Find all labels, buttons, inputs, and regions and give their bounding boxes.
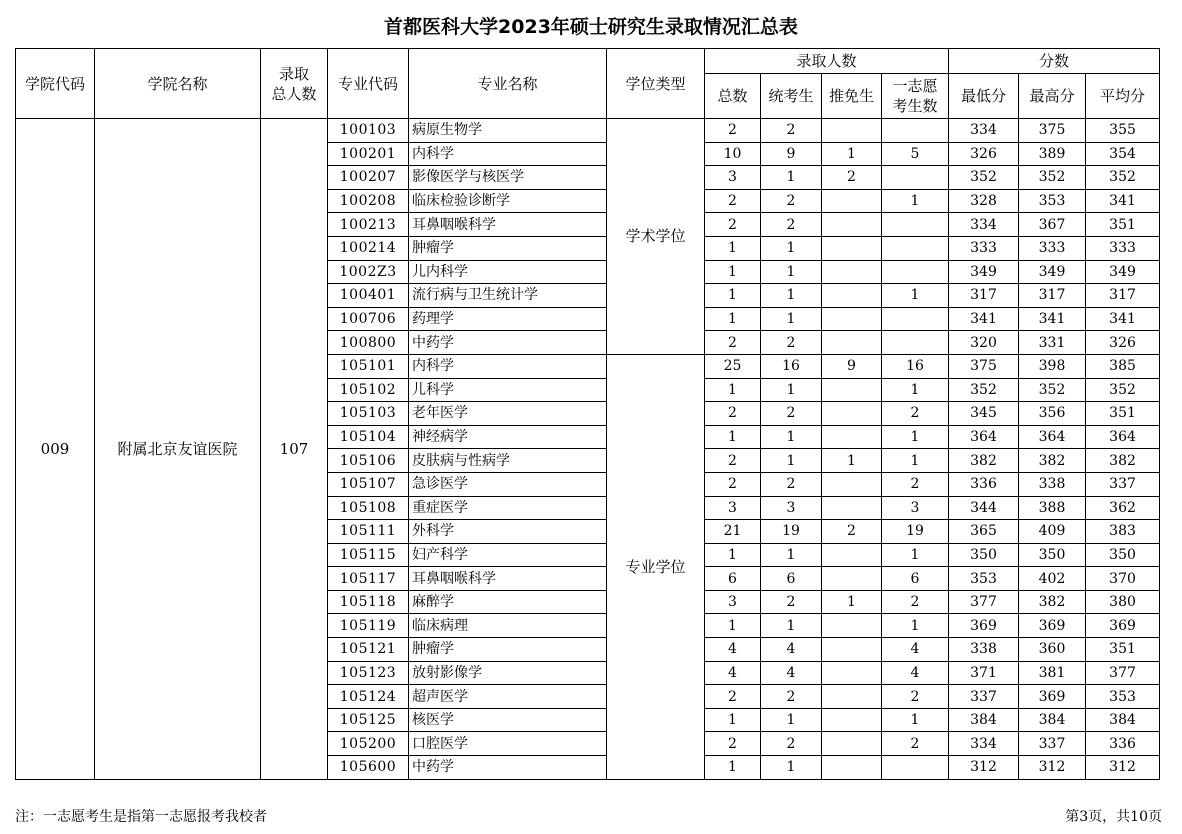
major-name-cell: 流行病与卫生统计学 [409,284,607,308]
major-name-cell: 肿瘤学 [409,236,607,260]
avg-score-cell: 341 [1086,307,1160,331]
major-name-cell: 中药学 [409,756,607,780]
max-score-cell: 398 [1019,354,1086,378]
max-score-cell: 369 [1019,614,1086,638]
first-choice-cell: 4 [882,661,949,685]
min-score-cell: 317 [949,284,1019,308]
major-code-cell: 105119 [328,614,409,638]
exempt-cell [822,119,882,143]
unified-cell: 1 [761,260,822,284]
exempt-cell [822,732,882,756]
unified-cell: 1 [761,425,822,449]
total-cell: 1 [705,284,761,308]
exempt-cell: 2 [822,166,882,190]
avg-score-cell: 377 [1086,661,1160,685]
major-code-cell: 105121 [328,638,409,662]
total-cell: 3 [705,496,761,520]
major-name-cell: 放射影像学 [409,661,607,685]
total-cell: 6 [705,567,761,591]
header-major-name: 专业名称 [409,49,607,119]
exempt-cell [822,284,882,308]
max-score-cell: 364 [1019,425,1086,449]
total-cell: 1 [705,756,761,780]
exempt-cell [822,260,882,284]
table-row [16,119,1160,143]
avg-score-cell: 382 [1086,449,1160,473]
first-choice-cell: 5 [882,142,949,166]
exempt-cell [822,543,882,567]
header-exempt: 推免生 [822,74,882,119]
major-code-cell: 100401 [328,284,409,308]
college-code-cell: 009 [16,119,95,780]
min-score-cell: 333 [949,236,1019,260]
min-score-cell: 352 [949,166,1019,190]
unified-cell: 2 [761,732,822,756]
avg-score-cell: 352 [1086,378,1160,402]
unified-cell: 2 [761,590,822,614]
min-score-cell: 377 [949,590,1019,614]
major-name-cell: 神经病学 [409,425,607,449]
total-cell: 3 [705,166,761,190]
total-cell: 2 [705,449,761,473]
major-code-cell: 105117 [328,567,409,591]
first-choice-cell: 6 [882,567,949,591]
major-code-cell: 105124 [328,685,409,709]
exempt-cell: 1 [822,449,882,473]
max-score-cell: 350 [1019,543,1086,567]
college-total-cell: 107 [261,119,328,780]
total-cell: 2 [705,189,761,213]
major-code-cell: 100800 [328,331,409,355]
total-cell: 4 [705,661,761,685]
first-choice-cell: 3 [882,496,949,520]
page-title: 首都医科大学2023年硕士研究生录取情况汇总表 [384,16,798,38]
total-cell: 10 [705,142,761,166]
min-score-cell: 338 [949,638,1019,662]
unified-cell: 2 [761,402,822,426]
max-score-cell: 331 [1019,331,1086,355]
total-cell: 1 [705,425,761,449]
unified-cell: 1 [761,708,822,732]
header-admit-group: 录取人数 [705,49,949,74]
unified-cell: 2 [761,331,822,355]
unified-cell: 1 [761,614,822,638]
header-max-score: 最高分 [1019,74,1086,119]
exempt-cell [822,567,882,591]
major-name-cell: 肿瘤学 [409,638,607,662]
first-choice-cell [882,213,949,237]
min-score-cell: 334 [949,119,1019,143]
avg-score-cell: 384 [1086,708,1160,732]
exempt-cell [822,685,882,709]
major-code-cell: 100706 [328,307,409,331]
major-code-cell: 100207 [328,166,409,190]
major-code-cell: 105101 [328,354,409,378]
major-code-cell: 100214 [328,236,409,260]
degree-type-academic: 学术学位 [607,119,705,355]
max-score-cell: 369 [1019,685,1086,709]
exempt-cell: 1 [822,590,882,614]
major-code-cell: 105107 [328,472,409,496]
min-score-cell: 320 [949,331,1019,355]
exempt-cell [822,213,882,237]
major-code-cell: 105111 [328,520,409,544]
major-name-cell: 耳鼻咽喉科学 [409,567,607,591]
avg-score-cell: 336 [1086,732,1160,756]
max-score-cell: 381 [1019,661,1086,685]
major-name-cell: 急诊医学 [409,472,607,496]
exempt-cell [822,236,882,260]
exempt-cell [822,307,882,331]
unified-cell: 2 [761,472,822,496]
min-score-cell: 337 [949,685,1019,709]
avg-score-cell: 364 [1086,425,1160,449]
max-score-cell: 402 [1019,567,1086,591]
total-cell: 1 [705,708,761,732]
first-choice-cell: 2 [882,685,949,709]
avg-score-cell: 326 [1086,331,1160,355]
header-major-code: 专业代码 [328,49,409,119]
avg-score-cell: 312 [1086,756,1160,780]
max-score-cell: 352 [1019,378,1086,402]
college-name-cell: 附属北京友谊医院 [95,119,261,780]
total-cell: 4 [705,638,761,662]
avg-score-cell: 353 [1086,685,1160,709]
major-code-cell: 100201 [328,142,409,166]
first-choice-cell [882,260,949,284]
major-code-cell: 105106 [328,449,409,473]
avg-score-cell: 317 [1086,284,1160,308]
major-name-cell: 口腔医学 [409,732,607,756]
header-avg-score: 平均分 [1086,74,1160,119]
unified-cell: 2 [761,685,822,709]
unified-cell: 1 [761,378,822,402]
major-name-cell: 药理学 [409,307,607,331]
degree-type-professional: 专业学位 [607,354,705,779]
first-choice-cell: 19 [882,520,949,544]
total-cell: 3 [705,590,761,614]
major-code-cell: 105104 [328,425,409,449]
total-cell: 2 [705,402,761,426]
avg-score-cell: 351 [1086,638,1160,662]
major-name-cell: 中药学 [409,331,607,355]
avg-score-cell: 385 [1086,354,1160,378]
total-cell: 2 [705,119,761,143]
first-choice-cell: 1 [882,425,949,449]
min-score-cell: 350 [949,543,1019,567]
unified-cell: 1 [761,166,822,190]
max-score-cell: 317 [1019,284,1086,308]
unified-cell: 4 [761,638,822,662]
first-choice-cell: 1 [882,614,949,638]
exempt-cell [822,661,882,685]
avg-score-cell: 341 [1086,189,1160,213]
first-choice-cell [882,119,949,143]
major-name-cell: 外科学 [409,520,607,544]
header-score-group: 分数 [949,49,1160,74]
total-cell: 1 [705,614,761,638]
first-choice-cell: 1 [882,378,949,402]
unified-cell: 2 [761,119,822,143]
major-name-cell: 超声医学 [409,685,607,709]
total-cell: 1 [705,307,761,331]
major-name-cell: 儿科学 [409,378,607,402]
max-score-cell: 349 [1019,260,1086,284]
exempt-cell [822,425,882,449]
header-college-code: 学院代码 [16,49,95,119]
min-score-cell: 349 [949,260,1019,284]
max-score-cell: 360 [1019,638,1086,662]
first-choice-cell: 1 [882,284,949,308]
min-score-cell: 334 [949,732,1019,756]
min-score-cell: 336 [949,472,1019,496]
max-score-cell: 375 [1019,119,1086,143]
first-choice-cell [882,236,949,260]
unified-cell: 6 [761,567,822,591]
header-unified: 统考生 [761,74,822,119]
total-cell: 1 [705,236,761,260]
min-score-cell: 352 [949,378,1019,402]
exempt-cell: 1 [822,142,882,166]
total-cell: 1 [705,543,761,567]
min-score-cell: 384 [949,708,1019,732]
major-name-cell: 病原生物学 [409,119,607,143]
max-score-cell: 382 [1019,449,1086,473]
first-choice-cell [882,756,949,780]
min-score-cell: 328 [949,189,1019,213]
major-name-cell: 临床病理 [409,614,607,638]
total-cell: 2 [705,685,761,709]
avg-score-cell: 354 [1086,142,1160,166]
unified-cell: 16 [761,354,822,378]
avg-score-cell: 349 [1086,260,1160,284]
first-choice-cell: 16 [882,354,949,378]
max-score-cell: 333 [1019,236,1086,260]
total-cell: 21 [705,520,761,544]
unified-cell: 1 [761,307,822,331]
avg-score-cell: 383 [1086,520,1160,544]
major-code-cell: 105115 [328,543,409,567]
header-min-score: 最低分 [949,74,1019,119]
max-score-cell: 356 [1019,402,1086,426]
header-college-name: 学院名称 [95,49,261,119]
exempt-cell [822,708,882,732]
major-name-cell: 老年医学 [409,402,607,426]
max-score-cell: 337 [1019,732,1086,756]
unified-cell: 9 [761,142,822,166]
major-name-cell: 临床检验诊断学 [409,189,607,213]
major-name-cell: 影像医学与核医学 [409,166,607,190]
page-number: 第3页，共10页 [1065,809,1162,825]
exempt-cell [822,378,882,402]
max-score-cell: 352 [1019,166,1086,190]
first-choice-cell: 1 [882,543,949,567]
unified-cell: 2 [761,213,822,237]
major-code-cell: 105108 [328,496,409,520]
total-cell: 1 [705,260,761,284]
max-score-cell: 341 [1019,307,1086,331]
total-cell: 2 [705,213,761,237]
max-score-cell: 312 [1019,756,1086,780]
max-score-cell: 389 [1019,142,1086,166]
major-name-cell: 妇产科学 [409,543,607,567]
first-choice-cell: 4 [882,638,949,662]
min-score-cell: 341 [949,307,1019,331]
avg-score-cell: 369 [1086,614,1160,638]
unified-cell: 1 [761,449,822,473]
first-choice-cell: 2 [882,402,949,426]
max-score-cell: 384 [1019,708,1086,732]
major-name-cell: 内科学 [409,354,607,378]
major-name-cell: 核医学 [409,708,607,732]
avg-score-cell: 352 [1086,166,1160,190]
footnote: 注：一志愿考生是指第一志愿报考我校者 [15,809,267,825]
exempt-cell [822,638,882,662]
max-score-cell: 409 [1019,520,1086,544]
exempt-cell [822,189,882,213]
min-score-cell: 365 [949,520,1019,544]
unified-cell: 1 [761,284,822,308]
major-name-cell: 内科学 [409,142,607,166]
avg-score-cell: 355 [1086,119,1160,143]
unified-cell: 1 [761,543,822,567]
first-choice-cell: 2 [882,472,949,496]
avg-score-cell: 362 [1086,496,1160,520]
min-score-cell: 375 [949,354,1019,378]
unified-cell: 19 [761,520,822,544]
unified-cell: 2 [761,189,822,213]
major-code-cell: 100213 [328,213,409,237]
major-name-cell: 儿内科学 [409,260,607,284]
major-code-cell: 105600 [328,756,409,780]
max-score-cell: 367 [1019,213,1086,237]
min-score-cell: 334 [949,213,1019,237]
total-cell: 1 [705,378,761,402]
major-code-cell: 105102 [328,378,409,402]
min-score-cell: 326 [949,142,1019,166]
major-code-cell: 105200 [328,732,409,756]
exempt-cell [822,402,882,426]
max-score-cell: 353 [1019,189,1086,213]
first-choice-cell [882,307,949,331]
min-score-cell: 382 [949,449,1019,473]
min-score-cell: 364 [949,425,1019,449]
total-cell: 2 [705,331,761,355]
major-code-cell: 105125 [328,708,409,732]
avg-score-cell: 351 [1086,213,1160,237]
avg-score-cell: 370 [1086,567,1160,591]
header-total: 总数 [705,74,761,119]
avg-score-cell: 351 [1086,402,1160,426]
major-code-cell: 105123 [328,661,409,685]
avg-score-cell: 337 [1086,472,1160,496]
avg-score-cell: 333 [1086,236,1160,260]
total-cell: 2 [705,732,761,756]
first-choice-cell: 1 [882,189,949,213]
total-cell: 25 [705,354,761,378]
first-choice-cell [882,166,949,190]
first-choice-cell: 1 [882,708,949,732]
total-cell: 2 [705,472,761,496]
major-code-cell: 1002Z3 [328,260,409,284]
exempt-cell [822,331,882,355]
exempt-cell [822,614,882,638]
header-degree-type: 学位类型 [607,49,705,119]
major-code-cell: 105103 [328,402,409,426]
avg-score-cell: 380 [1086,590,1160,614]
exempt-cell: 2 [822,520,882,544]
first-choice-cell: 2 [882,590,949,614]
max-score-cell: 338 [1019,472,1086,496]
exempt-cell: 9 [822,354,882,378]
major-code-cell: 100208 [328,189,409,213]
exempt-cell [822,472,882,496]
min-score-cell: 353 [949,567,1019,591]
major-name-cell: 重症医学 [409,496,607,520]
major-name-cell: 皮肤病与性病学 [409,449,607,473]
first-choice-cell [882,331,949,355]
avg-score-cell: 350 [1086,543,1160,567]
max-score-cell: 388 [1019,496,1086,520]
exempt-cell [822,756,882,780]
min-score-cell: 369 [949,614,1019,638]
max-score-cell: 382 [1019,590,1086,614]
major-code-cell: 105118 [328,590,409,614]
unified-cell: 3 [761,496,822,520]
major-code-cell: 100103 [328,119,409,143]
major-name-cell: 耳鼻咽喉科学 [409,213,607,237]
major-name-cell: 麻醉学 [409,590,607,614]
unified-cell: 1 [761,756,822,780]
min-score-cell: 344 [949,496,1019,520]
header-first-choice: 一志愿 考生数 [882,74,949,119]
min-score-cell: 371 [949,661,1019,685]
admission-table [15,48,1160,780]
unified-cell: 4 [761,661,822,685]
first-choice-cell: 1 [882,449,949,473]
min-score-cell: 345 [949,402,1019,426]
min-score-cell: 312 [949,756,1019,780]
exempt-cell [822,496,882,520]
unified-cell: 1 [761,236,822,260]
header-total-admit: 录取 总人数 [261,49,328,119]
first-choice-cell: 2 [882,732,949,756]
